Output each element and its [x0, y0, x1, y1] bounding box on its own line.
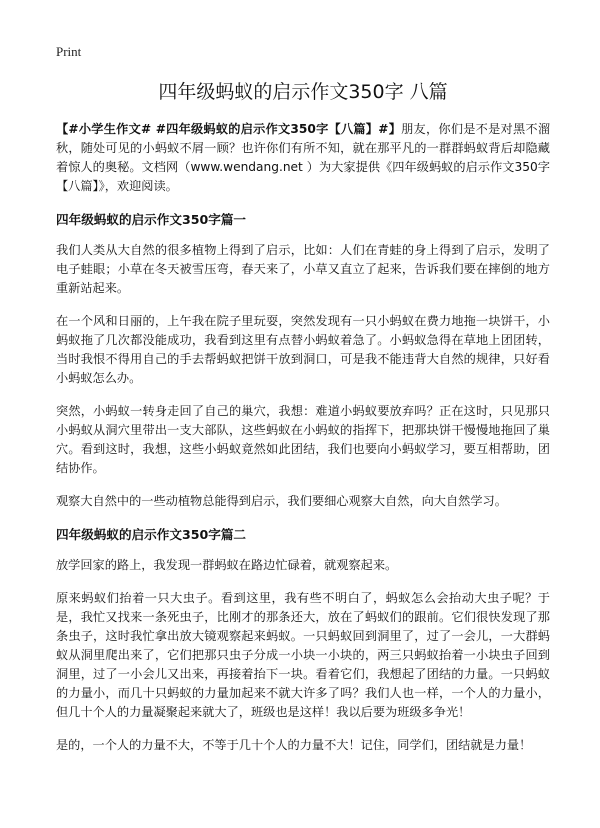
section2-paragraph: 放学回家的路上，我发现一群蚂蚁在路边忙碌着，就观察起来。 — [56, 558, 398, 572]
section2-paragraph: 原来蚂蚁们抬着一只大虫子。看到这里，我有些不明白了，蚂蚁怎么会抬动大虫子呢？于是，我忙又找来一条死虫子，比刚才的那条还大，放在了蚂蚁们的跟前。它们很快发现了那条虫子，这时我忙拿出放大镜观察起来蚂蚁。一只蚂蚁回到洞里了，过了一会儿，一大群蚂蚁从洞里爬出来了，它们把那只虫子分成一小块一小块的，两三只蚂蚁抬着一小块虫子回到洞里，过了一小会儿又出来，再接着抬下一块。看着它们，我想起了团结的力量。一只蚂蚁的力量小，而几十只蚂蚁的力量加起来不就大许多了吗？我们人也一样，一个人的力量小，但几十个人的力量凝聚起来就大了，班级也是这样！我以后要为班级多争光！ — [56, 591, 550, 719]
intro-paragraph — [56, 120, 550, 196]
section1-paragraph: 在一个风和日丽的，上午我在院子里玩耍，突然发现有一只小蚂蚁在费力地拖一块饼干，小蚂蚁拖了几次都没能成功，我看到这里有点替小蚂蚁着急了。小蚂蚁急得在草地上团团转，当时我恨不得用自己的手去帮蚂蚁把饼干放到洞口，可是我不能违背大自然的规律，只好看小蚂蚁怎么办。 — [56, 314, 550, 385]
section-heading-1: 四年级蚂蚁的启示作文350字篇一 — [56, 212, 247, 227]
section1-paragraph: 观察大自然中的一些动植物总能得到启示，我们要细心观察大自然，向大自然学习。 — [56, 494, 507, 508]
intro-text: 朋友，你们是不是对黑不溜秋，随处可见的小蚂蚁不屑一顾？也许你们有所不知，就在那平凡的一群群蚂蚁背后却隐藏着惊人的奥秘。文档网（www.wendang.net ）为大家提供《四年级蚂蚁的启示作文350字【八篇】》，欢迎阅读。 — [56, 122, 551, 193]
section1-paragraph: 突然，小蚂蚁一转身走回了自己的巢穴，我想：难道小蚂蚁要放弃吗？正在这时，只见那只小蚂蚁从洞穴里带出一支大部队，这些蚂蚁在小蚂蚁的指挥下，把那块饼干慢慢地拖回了巢穴。看到这时，我想，这些小蚂蚁竟然如此团结，我们也要向小蚂蚁学习，要互相帮助，团结协作。 — [56, 404, 550, 475]
page-title: 四年级蚂蚁的启示作文350字 八篇 — [158, 81, 448, 103]
section2-paragraph: 是的，一个人的力量不大，不等于几十个人的力量不大！记住，同学们，团结就是力量！ — [56, 738, 532, 752]
section1-paragraph: 我们人类从大自然的很多植物上得到了启示，比如：人们在青蛙的身上得到了启示，发明了电子蛙眼；小草在冬天被雪压弯，春天来了，小草又直立了起来，告诉我们要在摔倒的地方重新站起来。 — [56, 243, 550, 295]
print-label[interactable]: Print — [56, 44, 82, 59]
intro-tag: 【#小学生作文# #四年级蚂蚁的启示作文350字【八篇】#】 — [56, 122, 402, 136]
section-heading-2: 四年级蚂蚁的启示作文350字篇二 — [56, 527, 247, 542]
article-body — [56, 120, 550, 769]
